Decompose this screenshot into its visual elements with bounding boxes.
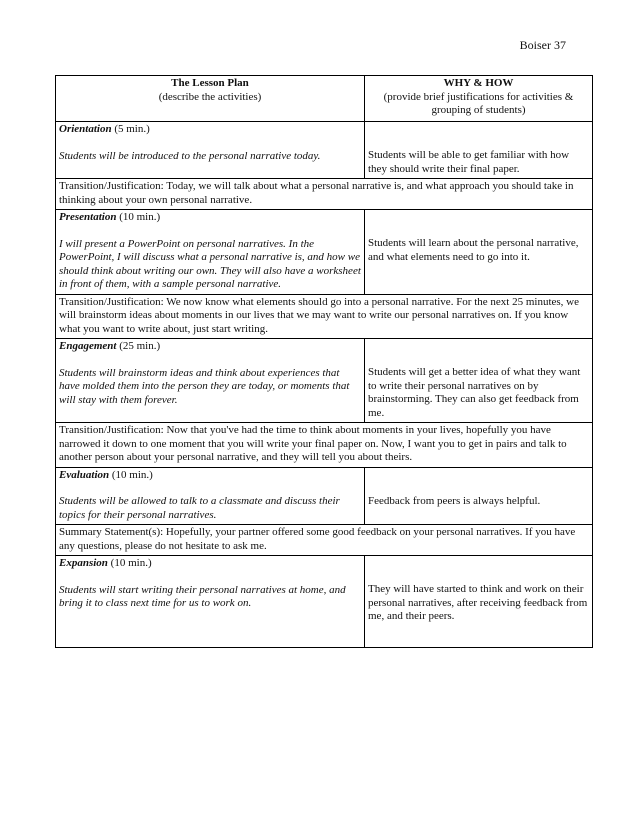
orientation-why: Students will be able to get familiar with how they should write their final paper. <box>368 149 570 175</box>
evaluation-activity: Students will be allowed to talk to a classmate and discuss their topics for their personal narratives. <box>59 495 340 521</box>
evaluation-why-cell <box>365 467 593 525</box>
expansion-why: They will have started to think and work on their personal narratives, after receiving feedback from me, and their peers. <box>368 583 588 622</box>
transition-2: Transition/Justification: We now know what elements should go into a personal narrative. For the next 25 minutes, we will brainstorm ideas about moments in our lives that we may want to write our personal narratives on. If you know what you want to write about, just start writing. <box>56 294 593 339</box>
engagement-heading <box>59 340 361 354</box>
expansion-why-cell <box>365 556 593 648</box>
expansion-row <box>56 556 593 648</box>
expansion-activity-cell <box>56 556 365 648</box>
orientation-time: (5 min.) <box>111 123 150 135</box>
evaluation-row <box>56 467 593 525</box>
expansion-heading <box>59 557 361 571</box>
col2-subtitle: (provide brief justifications for activities & grouping of students) <box>383 90 574 116</box>
transition-3-row <box>56 423 593 468</box>
presentation-why-cell <box>365 210 593 295</box>
presentation-why: Students will learn about the personal narrative, and what elements need to go into it. <box>368 237 579 263</box>
presentation-time: (10 min.) <box>116 211 161 223</box>
engagement-title: Engagement <box>59 340 117 352</box>
expansion-title: Expansion <box>59 557 108 569</box>
presentation-row <box>56 210 593 295</box>
engagement-row <box>56 339 593 423</box>
lesson-plan-table <box>55 75 593 648</box>
engagement-activity: Students will brainstorm ideas and think about experiences that have molded them into the person they are today, or moments that will stay with them forever. <box>59 366 350 406</box>
evaluation-activity-cell <box>56 467 365 525</box>
summary-statement: Summary Statement(s): Hopefully, your partner offered some good feedback on your personal narratives. If you have any questions, please do not hesitate to ask me. <box>56 525 593 556</box>
transition-1-row <box>56 179 593 210</box>
presentation-activity: I will present a PowerPoint on personal narratives. In the PowerPoint, I will discuss what a personal narrative is, and how we should think about writing our own. They will also have a worksheet in front of them, with a sample personal narrative. <box>59 237 361 290</box>
orientation-row <box>56 122 593 179</box>
orientation-heading <box>59 123 361 137</box>
orientation-activity-cell <box>56 122 365 179</box>
engagement-activity-cell <box>56 339 365 423</box>
transition-1: Transition/Justification: Today, we will talk about what a personal narrative is, and what approach you should take in thinking about your own personal narrative. <box>56 179 593 210</box>
orientation-why-cell <box>365 122 593 179</box>
orientation-activity: Students will be introduced to the personal narrative today. <box>59 149 321 162</box>
transition-2-row <box>56 294 593 339</box>
table-header-row <box>56 76 593 122</box>
presentation-title: Presentation <box>59 211 117 223</box>
summary-row <box>56 525 593 556</box>
presentation-heading <box>59 211 361 225</box>
evaluation-why: Feedback from peers is always helpful. <box>368 494 541 507</box>
engagement-time: (25 min.) <box>116 340 161 352</box>
evaluation-heading <box>59 469 361 483</box>
page-header: Boiser 37 <box>519 38 566 52</box>
presentation-activity-cell <box>56 210 365 295</box>
expansion-time: (10 min.) <box>107 557 152 569</box>
evaluation-title: Evaluation <box>59 468 110 481</box>
col2-title: WHY & HOW <box>443 77 514 89</box>
evaluation-time: (10 min.) <box>109 468 153 481</box>
engagement-why: Students will get a better idea of what they want to write their personal narratives on by brainstorming. They can also get feedback from me. <box>368 366 581 419</box>
col1-subtitle: (describe the activities) <box>158 90 262 103</box>
col1-title: The Lesson Plan <box>171 77 249 89</box>
col2-header <box>365 76 593 122</box>
engagement-why-cell <box>365 339 593 423</box>
expansion-activity: Students will start writing their personal narratives at home, and bring it to class next time for us to work on. <box>59 583 346 609</box>
col1-header <box>56 76 365 122</box>
orientation-title: Orientation <box>59 123 112 135</box>
transition-3: Transition/Justification: Now that you've had the time to think about moments in your lives, hopefully you have narrowed it down to one moment that you will write your final paper on. Now, I want you to get in pairs and talk to another person about your personal narrative, and they will tell you about theirs. <box>56 423 593 468</box>
